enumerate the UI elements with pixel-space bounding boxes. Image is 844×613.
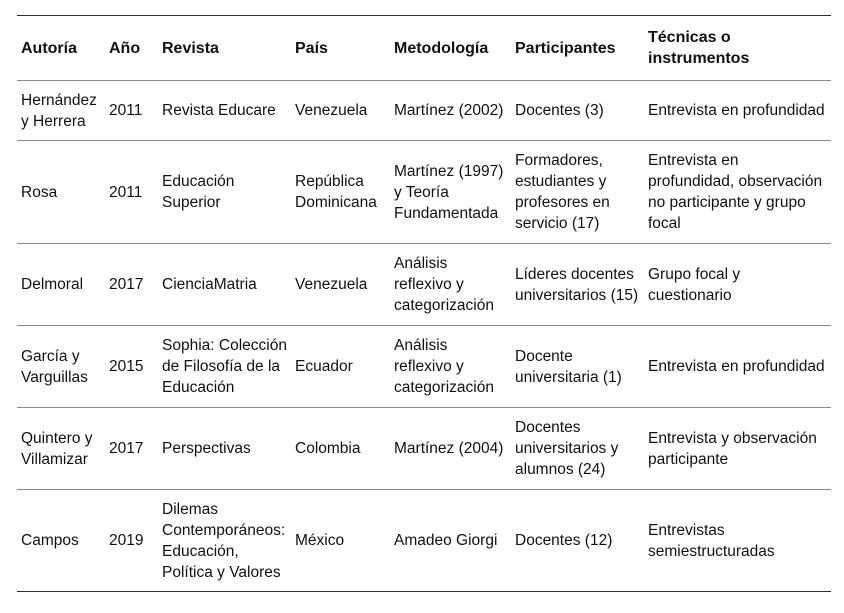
cell-pais: Ecuador xyxy=(295,358,353,375)
cell-metodologia: Martínez (1997) y Teoría Fundamentada xyxy=(394,162,504,222)
table-header-row xyxy=(17,16,831,81)
header-tecnicas: Técnicas o instrumentos xyxy=(648,29,750,67)
cell-autoria: García y Varguillas xyxy=(21,347,88,386)
cell-revista: Revista Educare xyxy=(162,102,276,119)
cell-anio: 2019 xyxy=(109,532,144,549)
cell-metodologia: Análisis reflexivo y categorización xyxy=(394,337,494,396)
cell-tecnicas: Entrevista en profundidad xyxy=(648,102,825,119)
cell-revista: Educación Superior xyxy=(162,173,235,211)
table-row xyxy=(17,81,831,141)
cell-tecnicas: Entrevista y observación participante xyxy=(648,429,817,468)
cell-pais: México xyxy=(295,532,345,549)
header-anio: Año xyxy=(109,39,141,57)
cell-participantes: Docentes (12) xyxy=(515,532,613,549)
cell-metodologia: Análisis reflexivo y categorización xyxy=(394,255,494,314)
header-participantes: Participantes xyxy=(515,39,616,57)
cell-metodologia: Martínez (2004) xyxy=(394,440,504,457)
cell-autoria: Hernández y Herrera xyxy=(21,91,97,130)
cell-pais: Venezuela xyxy=(295,102,368,119)
cell-participantes: Formadores, estudiantes y profesores en servicio (17) xyxy=(515,152,610,232)
cell-anio: 2015 xyxy=(109,358,144,375)
cell-tecnicas: Entrevistas semiestructuradas xyxy=(648,521,775,560)
cell-revista: Dilemas Contemporáneos: Educación, Política y Valores xyxy=(162,500,286,581)
header-revista: Revista xyxy=(162,39,219,57)
header-autoria: Autoría xyxy=(21,39,77,57)
cell-anio: 2011 xyxy=(109,183,143,201)
cell-metodologia: Martínez (2002) xyxy=(394,102,504,119)
cell-participantes: Docentes (3) xyxy=(515,102,604,119)
cell-autoria: Quintero y Villamizar xyxy=(21,429,93,468)
header-metodologia: Metodología xyxy=(394,39,489,57)
cell-revista: CienciaMatria xyxy=(162,276,257,293)
cell-autoria: Campos xyxy=(21,532,79,549)
cell-autoria: Delmoral xyxy=(21,276,84,293)
cell-tecnicas: Entrevista en profundidad, observación no participante y grupo focal xyxy=(648,152,823,232)
cell-anio: 2017 xyxy=(109,276,144,293)
cell-tecnicas: Entrevista en profundidad xyxy=(648,358,825,375)
cell-participantes: Docente universitaria (1) xyxy=(515,347,622,386)
table-row xyxy=(17,490,831,592)
cell-autoria: Rosa xyxy=(21,183,58,201)
cell-tecnicas: Grupo focal y cuestionario xyxy=(648,265,741,304)
cell-pais: Venezuela xyxy=(295,276,368,293)
cell-participantes: Líderes docentes universitarios (15) xyxy=(515,265,639,304)
studies-table xyxy=(17,15,831,592)
cell-metodologia: Amadeo Giorgi xyxy=(394,532,498,549)
cell-anio: 2011 xyxy=(109,102,143,119)
cell-pais: Colombia xyxy=(295,440,361,457)
cell-revista: Sophia: Colección de Filosofía de la Educación xyxy=(162,337,287,396)
table-row xyxy=(17,244,831,326)
cell-pais: República Dominicana xyxy=(295,173,377,211)
table-row xyxy=(17,326,831,408)
table-row xyxy=(17,141,831,244)
cell-revista: Perspectivas xyxy=(162,440,251,457)
header-pais: País xyxy=(295,39,328,57)
cell-anio: 2017 xyxy=(109,440,144,457)
cell-participantes: Docentes universitarios y alumnos (24) xyxy=(515,419,619,478)
table-row xyxy=(17,408,831,490)
